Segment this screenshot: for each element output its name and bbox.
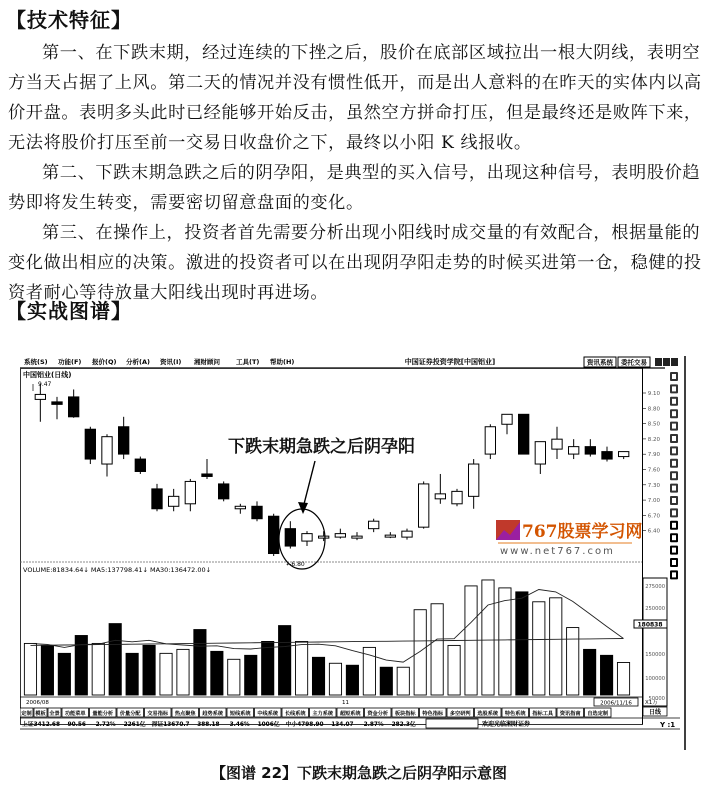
svg-text:资讯系统: 资讯系统 xyxy=(587,358,613,367)
volume-bar xyxy=(431,604,443,695)
svg-text:←6.80: ←6.80 xyxy=(286,561,305,569)
svg-text:中小4798.90: 中小4798.90 xyxy=(285,722,324,728)
candle xyxy=(235,506,245,508)
svg-text:资金分析: 资金分析 xyxy=(367,711,389,717)
svg-text:11: 11 xyxy=(342,700,349,706)
menu-item[interactable]: 功能(F) xyxy=(58,358,82,366)
window-min-button[interactable] xyxy=(655,358,662,366)
svg-text:3.46%: 3.46% xyxy=(229,722,250,728)
volume-bar xyxy=(380,667,392,695)
candle xyxy=(169,496,179,506)
svg-text:资讯指南: 资讯指南 xyxy=(559,711,581,717)
volume-bar xyxy=(262,641,274,695)
svg-text:超短系统: 超短系统 xyxy=(339,711,361,717)
svg-text:90.56: 90.56 xyxy=(67,722,86,728)
candle xyxy=(385,535,395,537)
svg-text:8.50: 8.50 xyxy=(647,421,660,428)
candle xyxy=(535,442,545,464)
svg-text:下跌末期急跌之后阴孕阳: 下跌末期急跌之后阴孕阳 xyxy=(228,437,415,457)
volume-series xyxy=(24,580,629,695)
svg-text:模板: 模板 xyxy=(35,711,46,717)
candle xyxy=(69,397,79,417)
features-body xyxy=(8,38,708,308)
svg-text:134.07: 134.07 xyxy=(331,722,354,728)
volume-bar xyxy=(617,662,629,695)
volume-bar xyxy=(329,663,341,695)
candle xyxy=(319,536,329,538)
svg-text:767股票学习网: 767股票学习网 xyxy=(522,522,643,542)
candle xyxy=(119,427,129,454)
svg-text:价量分配: 价量分配 xyxy=(119,711,141,717)
candle xyxy=(435,494,445,499)
volume-bar xyxy=(177,649,189,695)
svg-text:9.47: 9.47 xyxy=(38,381,52,388)
candle xyxy=(502,414,512,424)
svg-text:热点聚焦: 热点聚焦 xyxy=(174,711,196,717)
volume-bar xyxy=(109,624,121,695)
svg-text:深证13670.7: 深证13670.7 xyxy=(151,722,190,728)
top-buttons xyxy=(584,357,678,367)
volume-bar xyxy=(160,653,172,695)
candle xyxy=(569,447,579,454)
menu-item[interactable]: 帮助(H) xyxy=(270,358,295,366)
svg-text:275000: 275000 xyxy=(645,584,665,590)
volume-bar xyxy=(533,602,545,695)
volume-bar xyxy=(550,598,562,695)
svg-text:2006/08: 2006/08 xyxy=(26,700,49,706)
svg-text:量能分析: 量能分析 xyxy=(92,711,114,717)
svg-text:上证3412.68: 上证3412.68 xyxy=(22,722,60,728)
candle xyxy=(285,529,295,546)
svg-text:功能菜单: 功能菜单 xyxy=(64,711,86,717)
svg-text:100000: 100000 xyxy=(645,676,665,682)
svg-text:日线: 日线 xyxy=(648,709,662,716)
menu-item[interactable]: 湘财顾问 xyxy=(194,358,220,366)
volume-bar xyxy=(584,649,596,695)
volume-bar xyxy=(448,645,460,695)
svg-text:中线系统: 中线系统 xyxy=(257,711,279,717)
volume-bar xyxy=(24,643,36,695)
candle xyxy=(202,474,212,476)
price-axis xyxy=(642,391,660,535)
svg-text:欢迎光临湘财证券: 欢迎光临湘财证券 xyxy=(482,721,531,728)
svg-text:9.10: 9.10 xyxy=(647,391,660,397)
section-heading-features: 【技术特征】 xyxy=(6,8,132,32)
volume-bar xyxy=(245,655,257,695)
svg-text:8.20: 8.20 xyxy=(647,436,660,443)
candle xyxy=(252,506,262,518)
side-toolbar xyxy=(670,356,685,750)
volume-bar xyxy=(295,641,307,695)
svg-text:50000: 50000 xyxy=(648,696,665,702)
svg-text:选股系统: 选股系统 xyxy=(477,711,499,717)
volume-bar xyxy=(143,645,155,695)
candle xyxy=(452,491,462,503)
svg-text:2006/11/16: 2006/11/16 xyxy=(600,700,632,707)
svg-text:多空研判: 多空研判 xyxy=(449,711,471,717)
svg-text:Y :1: Y :1 xyxy=(660,721,676,729)
svg-text:主力系统: 主力系统 xyxy=(312,711,334,717)
volume-axis xyxy=(634,578,667,706)
paragraph-2: 第二、下跌末期急跌之后的阴孕阳，是典型的买入信号，出现这种信号，表明股价趋势即将发生转变，需要密切留意盘面的变化。 xyxy=(8,163,701,213)
volume-bar xyxy=(482,580,494,695)
paragraph-1: 第一、在下跌末期，经过连续的下挫之后，股价在底部区域拉出一根大阴线，表明空方当天占据了上风。第二天的情况并没有惯性低开，而是出人意料的在昨天的实体内以高价开盘。表明多头此时已经能够开始反击，虽然空方拼命打压，但是最终还是败阵下来，无法将股价打压至前一交易日收盘价之下，最终以小阳 K 线报收。 xyxy=(8,43,702,153)
volume-bar xyxy=(92,643,104,695)
candle xyxy=(335,534,345,537)
candle xyxy=(585,447,595,454)
volume-bar xyxy=(126,653,138,695)
volume-bar xyxy=(346,665,358,695)
svg-text:自选定制: 自选定制 xyxy=(587,711,609,717)
svg-text:www.net767.com: www.net767.com xyxy=(500,546,615,557)
window-title: 中国证券投资学院[中国铝业] xyxy=(404,358,496,366)
svg-text:2261亿: 2261亿 xyxy=(123,722,146,728)
svg-text:X1万: X1万 xyxy=(645,700,658,706)
status-bar xyxy=(20,718,680,729)
candle xyxy=(602,452,612,459)
pattern-annotation xyxy=(228,436,415,569)
svg-text:特色系统: 特色系统 xyxy=(504,711,526,717)
candle xyxy=(269,516,279,553)
volume-bar xyxy=(567,628,579,695)
candle xyxy=(519,414,529,454)
candle xyxy=(552,439,562,449)
stock-label: 中国铝业(日线) xyxy=(23,371,72,379)
volume-header: VOLUME:81834.64↓ MA5:137798.41↓ MA30:136472.00↓ xyxy=(23,566,212,574)
svg-text:6.40: 6.40 xyxy=(647,528,660,535)
svg-text:全景: 全景 xyxy=(49,711,60,717)
svg-text:150000: 150000 xyxy=(645,652,665,658)
volume-bar xyxy=(600,655,612,695)
figure-caption: 【图谱 22】下跌末期急跌之后阴孕阳示意图 xyxy=(210,764,508,782)
window-max-button[interactable] xyxy=(663,358,670,366)
candle xyxy=(102,437,112,464)
svg-text:定制: 定制 xyxy=(21,711,32,717)
svg-text:特色指标: 特色指标 xyxy=(422,711,444,717)
svg-text:交易指标: 交易指标 xyxy=(147,711,169,717)
candle xyxy=(402,531,412,537)
volume-bar xyxy=(211,651,223,695)
menu-item[interactable]: 工具(T) xyxy=(236,358,260,366)
candle xyxy=(219,484,229,499)
svg-text:388.18: 388.18 xyxy=(197,722,220,728)
svg-text:2.87%: 2.87% xyxy=(363,722,384,728)
window-close-button[interactable] xyxy=(671,358,678,366)
volume-bar xyxy=(397,667,409,695)
volume-bar xyxy=(516,592,528,695)
svg-text:委托交易: 委托交易 xyxy=(621,358,647,367)
candle xyxy=(619,452,629,457)
candle xyxy=(135,459,145,471)
svg-text:250000: 250000 xyxy=(645,606,665,612)
section-heading-chart: 【实战图谱】 xyxy=(6,299,132,323)
menu-item[interactable]: 分析(A) xyxy=(126,358,150,366)
volume-bar xyxy=(312,657,324,695)
candle xyxy=(302,534,312,541)
candle xyxy=(85,429,95,459)
volume-bar xyxy=(41,645,53,695)
volume-bar xyxy=(279,626,291,695)
stock-chart-screenshot xyxy=(20,356,712,750)
svg-text:1006亿: 1006亿 xyxy=(257,722,280,728)
candle xyxy=(485,427,495,454)
svg-text:7.60: 7.60 xyxy=(647,467,660,474)
menu-item[interactable]: 资讯(I) xyxy=(160,358,182,366)
watermark xyxy=(496,520,643,557)
svg-text:板块指标: 板块指标 xyxy=(394,711,416,717)
candle xyxy=(52,402,62,404)
bottom-tabs xyxy=(20,708,611,717)
svg-text:7.00: 7.00 xyxy=(647,498,660,505)
candle xyxy=(185,481,195,503)
svg-text:长线系统: 长线系统 xyxy=(284,711,306,717)
candle xyxy=(352,536,362,538)
menu-item[interactable]: 报价(Q) xyxy=(92,358,117,366)
svg-text:2.72%: 2.72% xyxy=(95,722,116,728)
svg-text:180838: 180838 xyxy=(637,621,663,629)
volume-bar xyxy=(499,588,511,695)
svg-text:282.3亿: 282.3亿 xyxy=(391,722,416,728)
svg-text:7.90: 7.90 xyxy=(647,452,660,459)
svg-text:6.70: 6.70 xyxy=(647,513,660,520)
candle xyxy=(419,484,429,527)
candle xyxy=(369,521,379,528)
volume-bar xyxy=(58,653,70,695)
volume-bar xyxy=(228,659,240,695)
menu-bar xyxy=(24,357,294,366)
menu-item[interactable]: 系统(S) xyxy=(24,358,48,366)
paragraph-3: 第三、在操作上，投资者首先需要分析出现小阳线时成交量的有效配合，根据量能的变化做出相应的决策。激进的投资者可以在出现阴孕阳走势的时候买进第一仓，稳健的投资者耐心等待放量大阳线出现时再进场。 xyxy=(8,223,702,303)
volume-bar xyxy=(194,630,206,695)
volume-bar xyxy=(414,610,426,695)
svg-text:7.30: 7.30 xyxy=(647,482,660,489)
candle xyxy=(469,464,479,496)
svg-text:趋势系统: 趋势系统 xyxy=(202,711,224,717)
candle xyxy=(152,489,162,509)
svg-text:短线系统: 短线系统 xyxy=(229,711,251,717)
svg-text:指标工具: 指标工具 xyxy=(532,711,554,717)
candle xyxy=(35,394,45,399)
svg-text:8.80: 8.80 xyxy=(647,406,660,413)
